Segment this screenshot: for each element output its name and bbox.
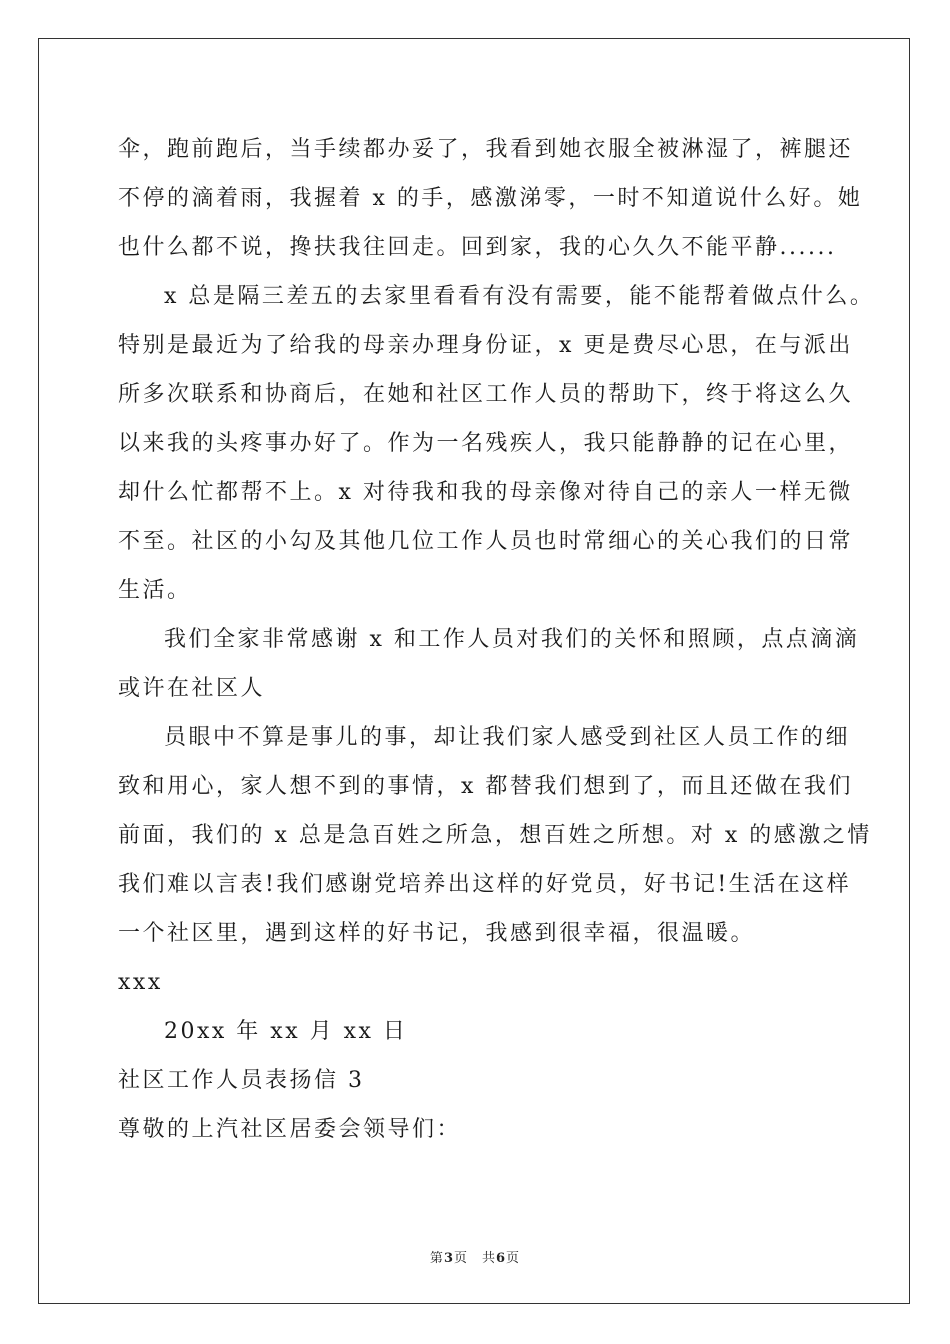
section-title: 社区工作人员表扬信 3 [118,1068,365,1093]
text-line: 却什么忙都帮不上。x 对待我和我的母亲像对待自己的亲人一样无微 [118,480,853,505]
footer-suffix: 页 [506,1251,521,1266]
text-line: 我们难以言表!我们感谢党培养出这样的好党员，好书记!生活在这样 [118,872,852,897]
text-line: 不至。社区的小勾及其他几位工作人员也时常细心的关心我们的日常 [118,529,854,554]
paragraph-start-line: x 总是隔三差五的去家里看看有没有需要，能不能帮着做点什么。 [164,284,875,309]
signature-line: xxx [118,970,163,995]
text-line: 致和用心，家人想不到的事情，x 都替我们想到了，而且还做在我们 [118,774,853,799]
footer-prefix: 第 [429,1251,444,1266]
footer-middle: 页 共 [453,1251,496,1266]
page-footer [0,1247,950,1266]
text-line: 前面，我们的 x 总是急百姓之所急，想百姓之所想。对 x 的感激之情 [118,823,872,848]
text-line: 或许在社区人 [118,676,266,701]
date-line: 20xx 年 xx 月 xx 日 [164,1019,408,1044]
salutation-line: 尊敬的上汽社区居委会领导们： [118,1117,462,1142]
document-body [118,125,875,1154]
current-page-number: 3 [443,1251,454,1266]
text-line: 以来我的头疼事办好了。作为一名残疾人，我只能静静的记在心里， [118,431,854,456]
total-page-count: 6 [496,1251,507,1266]
text-line: 特别是最近为了给我的母亲办理身份证，x 更是费尽心思，在与派出 [118,333,853,358]
text-line: 一个社区里，遇到这样的好书记，我感到很幸福，很温暖。 [118,921,756,946]
paragraph-start-line: 我们全家非常感谢 x 和工作人员对我们的关怀和照顾，点点滴滴 [164,627,860,652]
text-line: 伞，跑前跑后，当手续都办妥了，我看到她衣服全被淋湿了，裤腿还 [118,137,854,162]
text-line: 所多次联系和协商后，在她和社区工作人员的帮助下，终于将这么久 [118,382,854,407]
text-line: 也什么都不说，搀扶我往回走。回到家，我的心久久不能平静...... [118,235,837,260]
text-line: 生活。 [118,578,192,603]
text-line: 不停的滴着雨，我握着 x 的手，感激涕零，一时不知道说什么好。她 [118,186,863,211]
paragraph-start-line: 员眼中不算是事儿的事，却让我们家人感受到社区人员工作的细 [164,725,851,750]
